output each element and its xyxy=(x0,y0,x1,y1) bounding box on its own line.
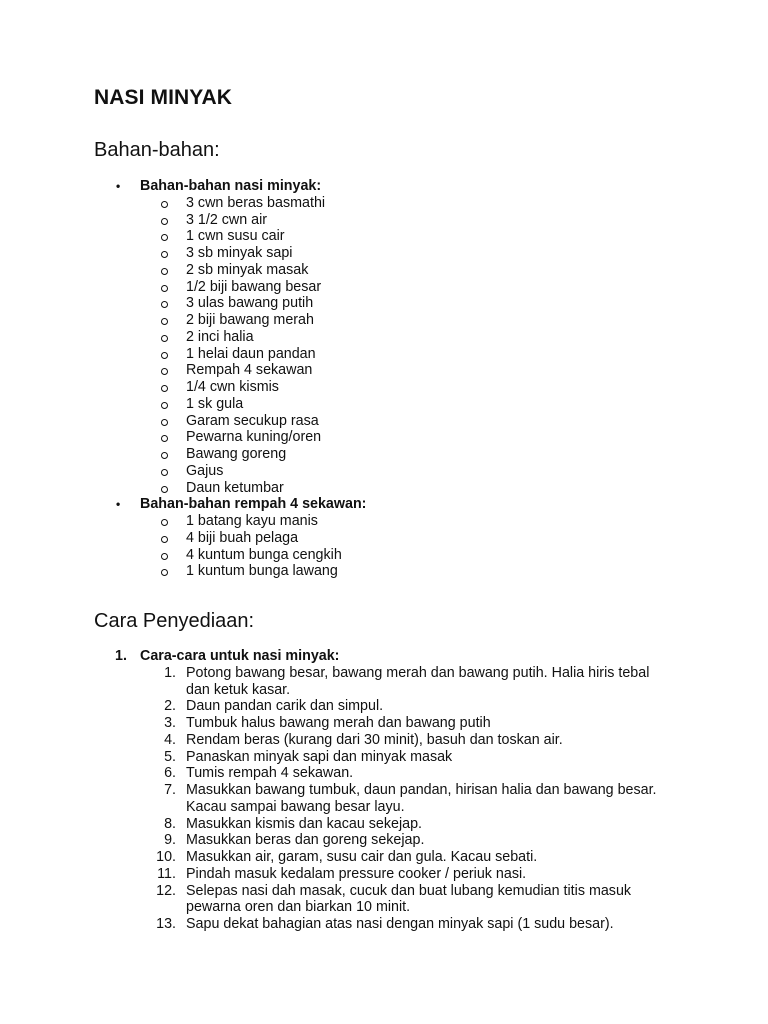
ingredient-group-label: Bahan-bahan nasi minyak: xyxy=(140,178,322,194)
step-text: Tumbuk halus bawang merah dan bawang putih xyxy=(186,715,491,731)
ingredient-text: Gajus xyxy=(186,462,224,479)
circle-bullet-icon xyxy=(161,536,168,543)
circle-bullet-icon xyxy=(161,519,168,526)
step-number: 12. xyxy=(156,882,176,899)
circle-bullet-icon xyxy=(161,285,168,292)
step-number: 10. xyxy=(156,849,176,865)
circle-bullet-icon xyxy=(161,268,168,275)
ingredient-text: Rempah 4 sekawan xyxy=(186,362,313,379)
step-text: Pindah masuk kedalam pressure cooker / periuk nasi. xyxy=(186,865,527,882)
step-text: Daun pandan carik dan simpul. xyxy=(186,698,384,715)
step-text: Selepas nasi dah masak, cucuk dan buat lubang kemudian titis masuk pewarna oren dan biarkan 10 minit. xyxy=(186,882,632,916)
ingredient-text: 2 sb minyak masak xyxy=(186,261,309,278)
method-group-number: 1. xyxy=(115,648,127,664)
circle-bullet-icon xyxy=(161,301,168,308)
ingredient-text: 1 cwn susu cair xyxy=(186,228,285,245)
circle-bullet-icon xyxy=(161,469,168,476)
ingredient-text: 2 inci halia xyxy=(186,328,254,345)
step-number: 9. xyxy=(164,832,176,849)
ingredient-text: 3 1/2 cwn air xyxy=(186,211,268,228)
circle-bullet-icon xyxy=(161,201,168,208)
ingredient-text: 3 cwn beras basmathi xyxy=(186,194,326,211)
step-number: 3. xyxy=(164,715,176,731)
step-text: Sapu dekat bahagian atas nasi dengan minyak sapi (1 sudu besar). xyxy=(186,916,614,932)
ingredient-text: 1/2 biji bawang besar xyxy=(186,278,322,295)
step-number: 7. xyxy=(164,782,176,798)
ingredient-text: 1 sk gula xyxy=(186,395,244,412)
step-text: Masukkan beras dan goreng sekejap. xyxy=(186,832,425,849)
circle-bullet-icon xyxy=(161,251,168,258)
bullet-icon: • xyxy=(116,497,121,512)
step-number: 4. xyxy=(164,731,176,748)
ingredient-text: 3 sb minyak sapi xyxy=(186,245,293,261)
ingredient-text: 1 batang kayu manis xyxy=(186,513,318,529)
circle-bullet-icon xyxy=(161,569,168,576)
ingredient-text: 1 helai daun pandan xyxy=(186,345,316,362)
ingredient-text: 1 kuntum bunga lawang xyxy=(186,563,338,580)
ingredient-text: 2 biji bawang merah xyxy=(186,312,314,328)
step-number: 5. xyxy=(164,748,176,765)
circle-bullet-icon xyxy=(161,335,168,342)
step-text: Masukkan air, garam, susu cair dan gula. Kacau sebati. xyxy=(186,849,538,865)
ingredient-text: 4 kuntum bunga cengkih xyxy=(186,546,342,563)
circle-bullet-icon xyxy=(161,234,168,241)
circle-bullet-icon xyxy=(161,352,168,359)
step-text: Potong bawang besar, bawang merah dan bawang putih. Halia hiris tebal dan ketuk kasar. xyxy=(186,664,650,698)
step-number: 1. xyxy=(164,664,176,681)
ingredient-text: Pewarna kuning/oren xyxy=(186,429,322,446)
step-number: 2. xyxy=(164,698,176,715)
circle-bullet-icon xyxy=(161,318,168,325)
ingredient-group-label: Bahan-bahan rempah 4 sekawan: xyxy=(140,496,367,513)
circle-bullet-icon xyxy=(161,435,168,442)
circle-bullet-icon xyxy=(161,419,168,426)
circle-bullet-icon xyxy=(161,218,168,225)
circle-bullet-icon xyxy=(161,452,168,459)
method-heading: Cara Penyediaan: xyxy=(94,610,255,632)
method-group-label: Cara-cara untuk nasi minyak: xyxy=(140,648,340,664)
circle-bullet-icon xyxy=(161,385,168,392)
ingredient-text: Bawang goreng xyxy=(186,446,287,462)
step-number: 13. xyxy=(156,916,176,932)
ingredient-text: 4 biji buah pelaga xyxy=(186,529,299,546)
ingredient-text: Daun ketumbar xyxy=(186,479,284,496)
step-text: Panaskan minyak sapi dan minyak masak xyxy=(186,748,453,765)
step-text: Masukkan kismis dan kacau sekejap. xyxy=(186,815,423,832)
ingredients-heading: Bahan-bahan: xyxy=(94,139,220,161)
step-text: Tumis rempah 4 sekawan. xyxy=(186,765,354,782)
step-text: Rendam beras (kurang dari 30 minit), basuh dan toskan air. xyxy=(186,731,563,748)
step-text: Masukkan bawang tumbuk, daun pandan, hirisan halia dan bawang besar. Kacau sampai bawang besar layu. xyxy=(186,782,657,815)
step-number: 6. xyxy=(164,765,176,782)
circle-bullet-icon xyxy=(161,486,168,493)
ingredient-text: 3 ulas bawang putih xyxy=(186,295,314,312)
ingredient-text: 1/4 cwn kismis xyxy=(186,379,279,395)
circle-bullet-icon xyxy=(161,402,168,409)
ingredient-text: Garam secukup rasa xyxy=(186,412,319,429)
bullet-icon: • xyxy=(116,179,121,193)
step-number: 11. xyxy=(157,865,176,882)
circle-bullet-icon xyxy=(161,368,168,375)
step-number: 8. xyxy=(164,815,176,832)
circle-bullet-icon xyxy=(161,553,168,560)
recipe-title: NASI MINYAK xyxy=(94,86,233,109)
